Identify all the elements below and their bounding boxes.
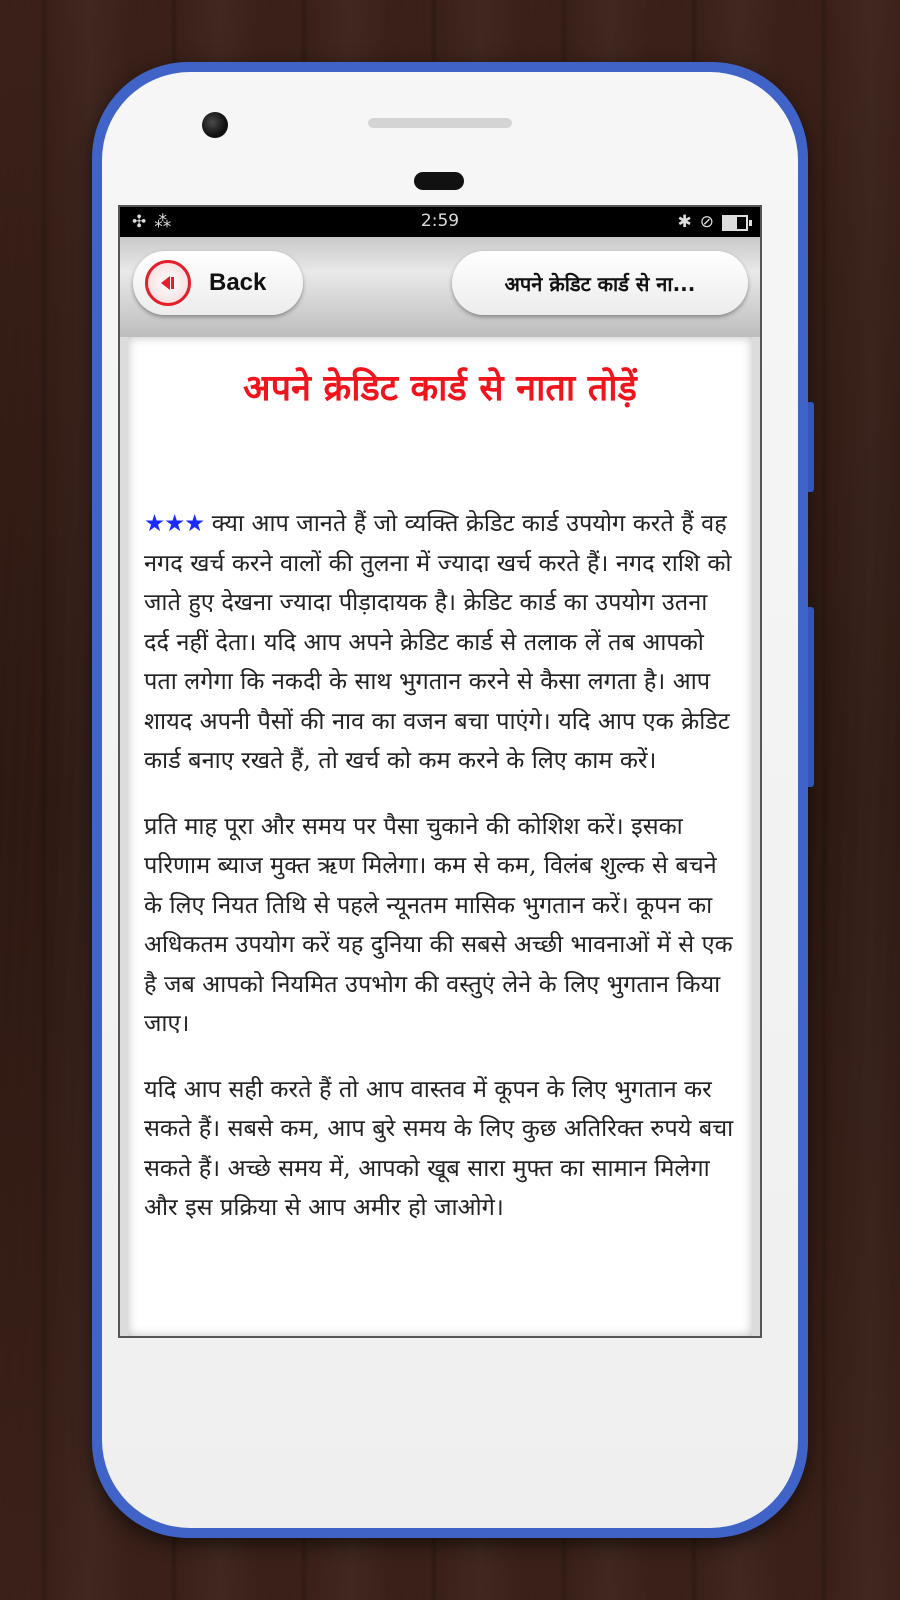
- status-bar: [120, 207, 760, 237]
- back-label: Back: [209, 269, 267, 296]
- article-paragraph: ★★★ क्या आप जानते हैं जो व्यक्ति क्रेडिट कार्ड उपयोग करते हैं वह नगद खर्च करने वालों की तुलना में ज्यादा खर्च करते हैं। नगद राशि को जाते हुए देखना ज्यादा पीड़ादायक है। क्रेडिट कार्ड का उपयोग उतना दर्द नहीं देता। यदि आप अपने क्रेडिट कार्ड से तलाक लें तब आपको पता लगेगा कि नकदी के साथ भुगतान करने से कैसा लगता है। आप शायद अपनी पैसों की नाव का वजन बचा पाएंगे। यदि आप एक क्रेडिट कार्ड बनाए रखते हैं, तो खर्च को कम करने के लिए काम करें।: [144, 509, 732, 775]
- status-system-icons: [678, 212, 749, 232]
- status-time: 2:59: [420, 211, 460, 231]
- no-signal-icon: ⊘: [699, 212, 714, 232]
- earpiece-grille: [368, 118, 512, 128]
- article-body: [128, 504, 752, 1228]
- power-button: [808, 607, 814, 787]
- battery-icon: [722, 215, 748, 231]
- speaker-slot: [414, 172, 464, 190]
- app-screen: [118, 205, 762, 1338]
- app-toolbar: [120, 237, 760, 337]
- volume-button: [808, 402, 814, 492]
- back-arrow-icon: [145, 260, 191, 306]
- back-button[interactable]: [133, 251, 303, 315]
- article-title: अपने क्रेडिट कार्ड से नाता तोड़ें: [243, 368, 637, 409]
- signal-icon: ⁂: [154, 212, 172, 232]
- front-camera: [202, 112, 228, 138]
- article-paragraph: प्रति माह पूरा और समय पर पैसा चुकाने की कोशिश करें। इसका परिणाम ब्याज मुक्त ऋण मिलेगा। कम से कम, विलंब शुल्क से बचने के लिए नियत तिथि से पहले न्यूनतम मासिक भुगतान करें। कूपन का अधिकतम उपयोग करें यह दुनिया की सबसे अच्छी भावनाओं में से एक है जब आपको नियमित उपभोग की वस्तुएं लेने के लिए भुगतान किया जाए।: [144, 811, 733, 1038]
- stars-icon: ★★★: [144, 509, 205, 538]
- toolbar-title[interactable]: अपने क्रेडिट कार्ड से ना...: [452, 251, 748, 315]
- article-content[interactable]: [128, 337, 752, 1336]
- article-paragraph: यदि आप सही करते हैं तो आप वास्तव में कूपन के लिए भुगतान कर सकते हैं। सबसे कम, आप बुरे समय के लिए कुछ अतिरिक्त रुपये बचा सकते हैं। अच्छे समय में, आपको खूब सारा मुफ्त का सामान मिलेगा और इस प्रक्रिया से आप अमीर हो जाओगे।: [144, 1074, 734, 1222]
- usb-icon: ✣: [132, 212, 147, 232]
- bluetooth-icon: ✱: [677, 212, 692, 232]
